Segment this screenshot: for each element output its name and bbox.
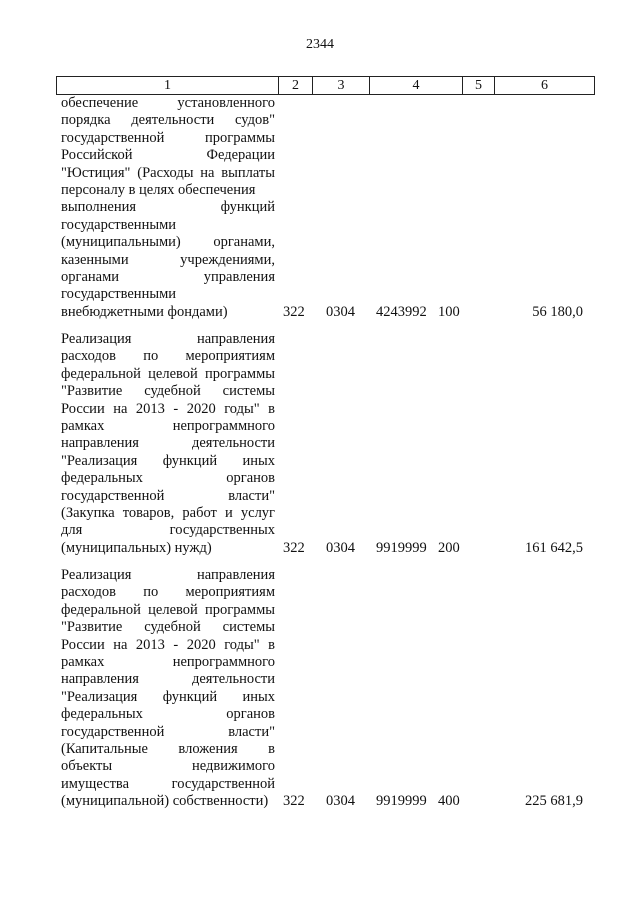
description-line: обеспечение установленного: [61, 95, 275, 111]
description-line: направления деятельности: [61, 671, 275, 688]
description-line: государственными: [61, 216, 177, 233]
description-line: персоналу в целях обеспечения: [61, 181, 256, 198]
description-line: России на 2013 - 2020 годы" в: [61, 400, 275, 417]
expense-type-code: 200: [438, 540, 460, 556]
row-description: [61, 331, 275, 557]
target-article-code: 9919999: [376, 540, 427, 556]
description-line: "Развитие судебной системы: [61, 619, 275, 636]
description-line: государственными: [61, 286, 177, 303]
grbs-code: 322: [283, 304, 305, 320]
section-code: 0304: [326, 793, 355, 809]
description-line: (муниципальных) нужд): [61, 539, 212, 556]
description-line: объекты недвижимого: [61, 758, 275, 775]
description-line: "Юстиция" (Расходы на выплаты: [61, 164, 275, 181]
description-line: Реализация направления: [61, 331, 275, 347]
row-description: [61, 567, 275, 810]
sum-value: 56 180,0: [532, 304, 583, 320]
description-line: федеральной целевой программы: [61, 601, 275, 618]
description-line: (муниципальными) органами,: [61, 234, 275, 251]
expense-type-code: 400: [438, 793, 460, 809]
column-header-5: 5: [462, 77, 494, 94]
description-line: казенными учреждениями,: [61, 251, 275, 268]
row-description: [61, 95, 275, 321]
column-header-4: 4: [369, 77, 462, 94]
description-line: порядка деятельности судов": [61, 112, 275, 129]
description-line: расходов по мероприятиям: [61, 584, 275, 601]
description-line: (Закупка товаров, работ и услуг: [61, 504, 275, 521]
description-line: (муниципальной) собственности): [61, 793, 269, 810]
description-line: "Реализация функций иных: [61, 688, 275, 705]
column-header-1: 1: [56, 77, 278, 94]
description-line: Реализация направления: [61, 567, 275, 583]
description-line: "Реализация функций иных: [61, 452, 275, 469]
description-line: имущества государственной: [61, 775, 275, 792]
target-article-code: 4243992: [376, 304, 427, 320]
column-header-6: 6: [494, 77, 595, 94]
grbs-code: 322: [283, 540, 305, 556]
section-code: 0304: [326, 540, 355, 556]
description-line: России на 2013 - 2020 годы" в: [61, 636, 275, 653]
description-line: "Развитие судебной системы: [61, 383, 275, 400]
target-article-code: 9919999: [376, 793, 427, 809]
description-line: расходов по мероприятиям: [61, 348, 275, 365]
sum-value: 225 681,9: [525, 793, 583, 809]
section-code: 0304: [326, 304, 355, 320]
description-line: федеральной целевой программы: [61, 365, 275, 382]
expense-type-code: 100: [438, 304, 460, 320]
description-line: федеральных органов: [61, 470, 275, 487]
column-header-3: 3: [312, 77, 369, 94]
description-line: рамках непрограммного: [61, 653, 275, 670]
description-line: рамках непрограммного: [61, 417, 275, 434]
description-line: государственной власти": [61, 487, 275, 504]
column-header-2: 2: [278, 77, 312, 94]
description-line: направления деятельности: [61, 435, 275, 452]
sum-value: 161 642,5: [525, 540, 583, 556]
description-line: государственной программы: [61, 129, 275, 146]
description-line: (Капитальные вложения в: [61, 740, 275, 757]
description-line: органами управления: [61, 268, 275, 285]
description-line: Российской Федерации: [61, 147, 275, 164]
description-line: выполнения функций: [61, 199, 275, 216]
description-line: внебюджетными фондами): [61, 303, 228, 320]
description-line: для государственных: [61, 522, 275, 539]
description-line: федеральных органов: [61, 706, 275, 723]
page-number: 2344: [306, 37, 334, 52]
grbs-code: 322: [283, 793, 305, 809]
description-line: государственной власти": [61, 723, 275, 740]
table-header: [56, 76, 595, 95]
